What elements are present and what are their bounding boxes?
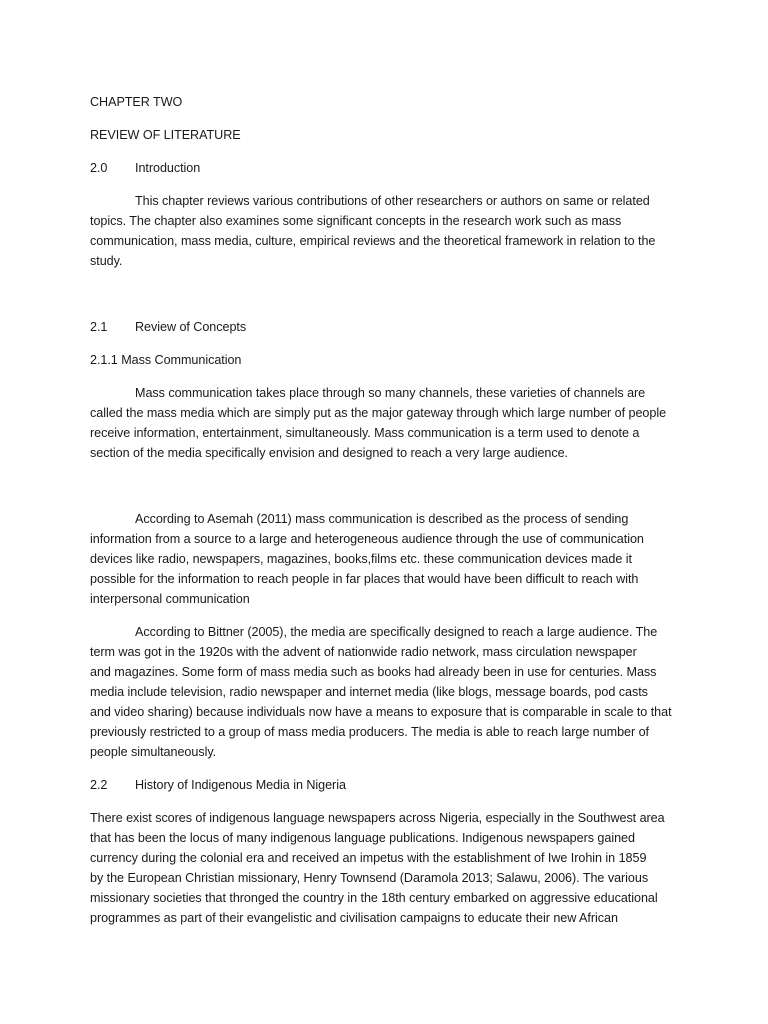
- paragraph-line: missionary societies that thronged the country in the 18th century embarked on aggressive educational: [90, 891, 658, 905]
- paragraph-line: programmes as part of their evangelistic and civilisation campaigns to educate their new African: [90, 911, 618, 925]
- mass-communication-paragraph-2: [90, 509, 680, 609]
- document-page: [90, 92, 680, 928]
- section-number: 2.2: [90, 778, 108, 792]
- paragraph-line: Mass communication takes place through so many channels, these varieties of channels are: [135, 386, 646, 400]
- paragraph-line: information from a source to a large and heterogeneous audience through the use of communication: [90, 532, 644, 546]
- paragraph-line: previously restricted to a group of mass media producers. The media is able to reach large number of: [90, 725, 649, 739]
- paragraph-line: devices like radio, newspapers, magazines, books,films etc. these communication devices made it: [90, 552, 632, 566]
- section-number: 2.0: [90, 161, 108, 175]
- paragraph-line: and magazines. Some form of mass media such as books had already been in use for centuries. Mass: [90, 665, 657, 679]
- paragraph-line: called the mass media which are simply put as the major gateway through which large number of people: [90, 406, 667, 420]
- paragraph-line: There exist scores of indigenous language newspapers across Nigeria, especially in the Southwest area: [90, 811, 665, 825]
- paragraph-line: study.: [90, 254, 123, 268]
- section-title: Introduction: [135, 161, 201, 175]
- section-title: History of Indigenous Media in Nigeria: [135, 778, 346, 792]
- paragraph-line: According to Bittner (2005), the media are specifically designed to reach a large audience. The: [135, 625, 658, 639]
- paragraph-line: topics. The chapter also examines some significant concepts in the research work such as mass: [90, 214, 622, 228]
- paragraph-line: possible for the information to reach people in far places that would have been difficult to reach with: [90, 572, 639, 586]
- paragraph-line: According to Asemah (2011) mass communication is described as the process of sending: [135, 512, 629, 526]
- section-heading-history: [90, 775, 680, 795]
- paragraph-line: communication, mass media, culture, empirical reviews and the theoretical framework in relation to the: [90, 234, 656, 248]
- section-number: 2.1: [90, 320, 108, 334]
- paragraph-line: currency during the colonial era and received an impetus with the establishment of Iwe Irohin in 1859: [90, 851, 647, 865]
- mass-communication-paragraph-3: [90, 622, 680, 762]
- section-title: Review of Concepts: [135, 320, 247, 334]
- paragraph-line: This chapter reviews various contributions of other researchers or authors on same or related: [135, 194, 650, 208]
- paragraph-line: section of the media specifically envision and designed to reach a very large audience.: [90, 446, 569, 460]
- section-heading-concepts: [90, 317, 680, 337]
- history-paragraph: [90, 808, 680, 928]
- paragraph-line: by the European Christian missionary, Henry Townsend (Daramola 2013; Salawu, 2006). The various: [90, 871, 649, 885]
- intro-paragraph: [90, 191, 680, 271]
- paragraph-line: receive information, entertainment, simultaneously. Mass communication is a term used to denote a: [90, 426, 640, 440]
- paragraph-line: media include television, radio newspaper and internet media (like blogs, message boards, pod casts: [90, 685, 648, 699]
- chapter-title: CHAPTER TWO: [90, 95, 183, 109]
- mass-communication-paragraph-1: [90, 383, 680, 463]
- chapter-subtitle: REVIEW OF LITERATURE: [90, 128, 241, 142]
- subsection-heading-mass-communication: 2.1.1 Mass Communication: [90, 353, 242, 367]
- paragraph-line: interpersonal communication: [90, 592, 250, 606]
- paragraph-line: that has been the locus of many indigenous language publications. Indigenous newspapers gained: [90, 831, 635, 845]
- paragraph-line: and video sharing) because individuals now have a means to exposure that is comparable in scale to that: [90, 705, 672, 719]
- paragraph-line: people simultaneously.: [90, 745, 217, 759]
- section-heading-intro: [90, 158, 680, 178]
- paragraph-line: term was got in the 1920s with the advent of nationwide radio network, mass circulation newspaper: [90, 645, 637, 659]
